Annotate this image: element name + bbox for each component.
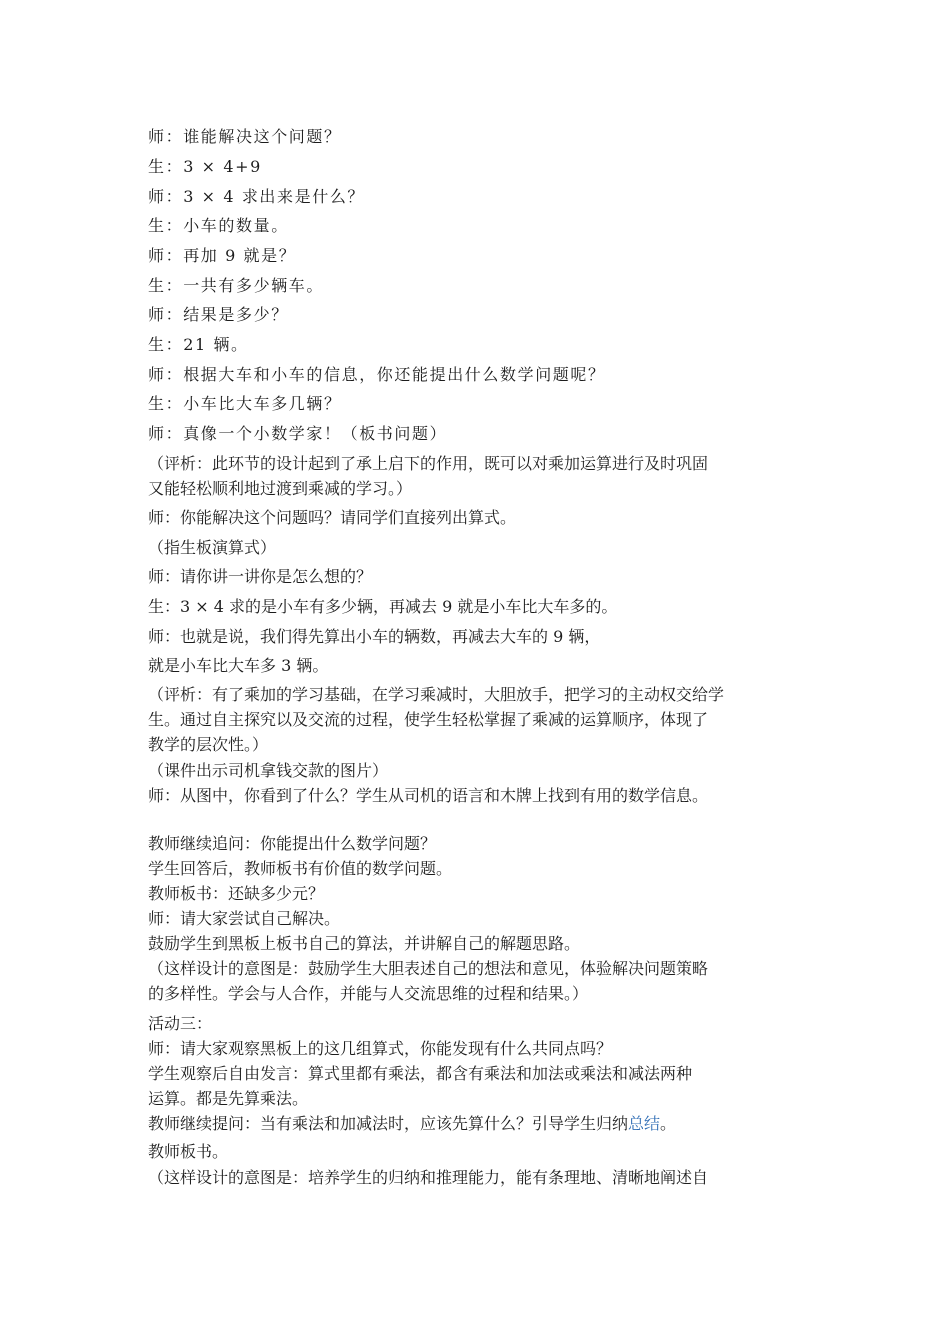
dialogue-line: 就是小车比大车多 3 辆。	[148, 656, 329, 675]
dialogue-line: 学生观察后自由发言：算式里都有乘法，都含有乘法和加法或乘法和减法两种	[148, 1064, 693, 1083]
commentary-line: （评析：有了乘加的学习基础，在学习乘减时，大胆放手，把学习的主动权交给学	[148, 685, 725, 704]
dialogue-line: 师：根据大车和小车的信息，你还能提出什么数学问题呢？	[148, 365, 606, 384]
dialogue-line: 生：一共有多少辆车。	[148, 276, 325, 295]
dialogue-line: 师：谁能解决这个问题？	[148, 127, 342, 146]
dialogue-line: 师：结果是多少？	[148, 305, 289, 324]
dialogue-line: 教师继续追问：你能提出什么数学问题？	[148, 834, 437, 853]
dialogue-line: 教师板书。	[148, 1142, 229, 1161]
dialogue-line: 生：小车的数量。	[148, 216, 289, 235]
dialogue-line: 教师板书：还缺多少元？	[148, 884, 325, 903]
dialogue-line: 生：21 辆。	[148, 335, 249, 354]
dialogue-line: 运算。都是先算乘法。	[148, 1089, 309, 1108]
dialogue-text: 教师继续提问：当有乘法和加减法时，应该先算什么？引导学生归纳	[148, 1114, 629, 1133]
dialogue-line: 生：3 × 4 求的是小车有多少辆，再减去 9 就是小车比大车多的。	[148, 597, 618, 616]
dialogue-line: 学生回答后，教师板书有价值的数学问题。	[148, 859, 453, 878]
dialogue-line: 生：小车比大车多几辆？	[148, 394, 342, 413]
stage-note: （指生板演算式）	[148, 538, 277, 557]
summary-link[interactable]: 总结	[628, 1114, 661, 1133]
commentary-line: （这样设计的意图是：培养学生的归纳和推理能力，能有条理地、清晰地阐述自	[148, 1168, 709, 1187]
dialogue-line: 师：也就是说，我们得先算出小车的辆数，再减去大车的 9 辆，	[148, 627, 601, 646]
dialogue-line: 师：请你讲一讲你是怎么想的？	[148, 567, 373, 586]
dialogue-line: 师：你能解决这个问题吗？请同学们直接列出算式。	[148, 508, 517, 527]
dialogue-line: 师：真像一个小数学家！（板书问题）	[148, 424, 448, 443]
period: 。	[660, 1114, 677, 1133]
dialogue-line: 师：再加 9 就是？	[148, 246, 297, 265]
dialogue-line: 师：从图中，你看到了什么？学生从司机的语言和木牌上找到有用的数学信息。	[148, 786, 709, 805]
commentary-line: 教学的层次性。）	[148, 735, 269, 754]
section-heading: 活动三：	[148, 1014, 213, 1033]
commentary-line: （这样设计的意图是：鼓励学生大胆表述自己的想法和意见，体验解决问题策略	[148, 959, 709, 978]
dialogue-line	[148, 1114, 676, 1134]
commentary-line: （评析：此环节的设计起到了承上启下的作用，既可以对乘加运算进行及时巩固	[148, 454, 709, 473]
commentary-line: 又能轻松顺利地过渡到乘减的学习。）	[148, 479, 413, 498]
dialogue-line: 师：请大家尝试自己解决。	[148, 909, 341, 928]
dialogue-line: 师：请大家观察黑板上的这几组算式，你能发现有什么共同点吗？	[148, 1039, 613, 1058]
stage-note: （课件出示司机拿钱交款的图片）	[148, 761, 389, 780]
commentary-line: 生。通过自主探究以及交流的过程，使学生轻松掌握了乘减的运算顺序，体现了	[148, 710, 709, 729]
dialogue-line: 生：3 × 4+9	[148, 157, 262, 176]
commentary-line: 的多样性。学会与人合作，并能与人交流思维的过程和结果。）	[148, 984, 589, 1003]
dialogue-line: 鼓励学生到黑板上板书自己的算法，并讲解自己的解题思路。	[148, 934, 581, 953]
dialogue-line: 师：3 × 4 求出来是什么？	[148, 187, 366, 206]
